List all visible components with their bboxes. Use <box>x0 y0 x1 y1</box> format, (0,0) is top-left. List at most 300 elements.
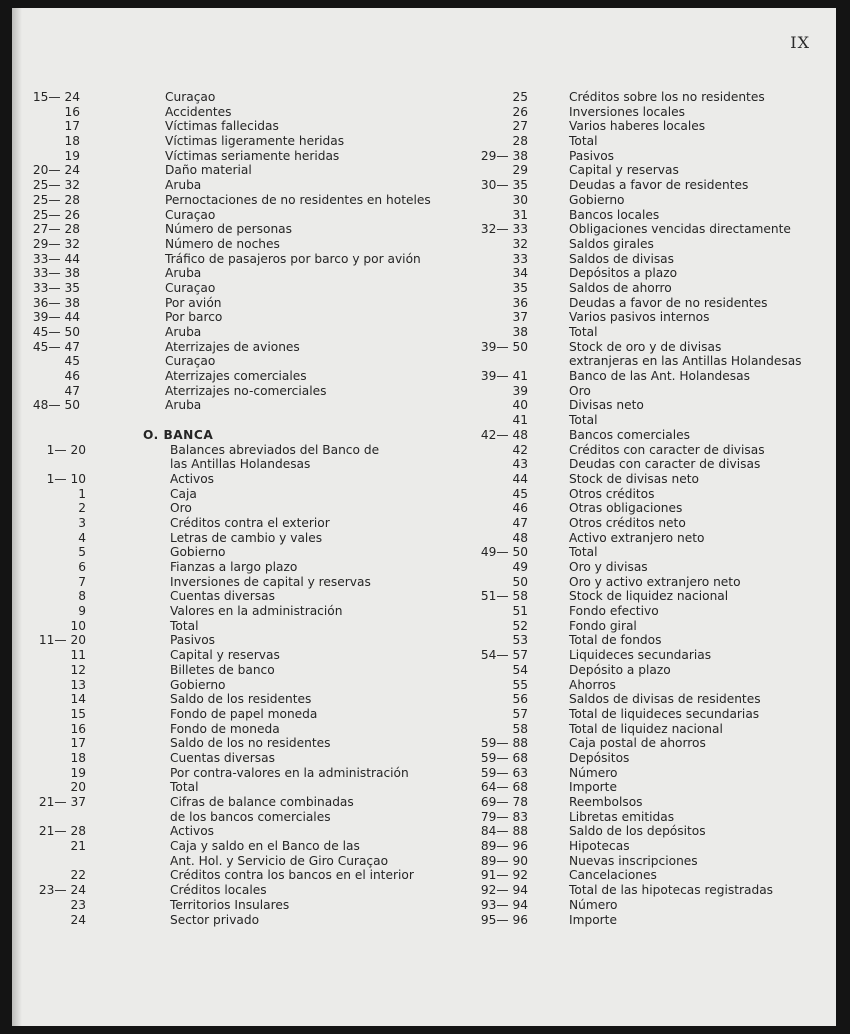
entry-label: Número <box>569 765 618 780</box>
index-entry <box>12 472 432 487</box>
index-entry <box>12 222 432 237</box>
index-entry <box>442 163 832 178</box>
index-entry <box>12 854 432 869</box>
entry-label: Otros créditos neto <box>569 515 686 530</box>
entry-range: 27— 28 <box>32 222 80 237</box>
index-entry <box>12 516 432 531</box>
entry-label: Importe <box>569 780 617 795</box>
entry-range: 21— 28 <box>38 824 86 839</box>
entry-range: 3 <box>78 515 86 530</box>
entry-range: 36 <box>512 295 528 310</box>
entry-range: 24 <box>70 912 86 927</box>
index-entry <box>12 281 432 296</box>
entry-range: 19 <box>64 148 80 163</box>
index-entry <box>442 604 832 619</box>
index-entry <box>442 736 832 751</box>
entry-label: Curaçao <box>165 280 216 295</box>
entry-range: 48— 50 <box>32 398 80 413</box>
entry-range: 89— 90 <box>480 853 528 868</box>
entry-range: 59— 88 <box>480 736 528 751</box>
entry-label: Otras obligaciones <box>569 501 683 516</box>
entry-range: 21 <box>70 839 86 854</box>
index-entry <box>12 810 432 825</box>
entry-range: 29— 38 <box>480 148 528 163</box>
entry-label: Ahorros <box>569 677 616 692</box>
entry-range: 44 <box>512 471 528 486</box>
entry-label: Daño material <box>165 163 252 178</box>
index-entry <box>442 854 832 869</box>
entry-range: 45— 50 <box>32 325 80 339</box>
entry-label: Pasivos <box>170 633 216 648</box>
entry-label: Total <box>569 413 598 428</box>
index-entry <box>442 119 832 134</box>
entry-label: Sector privado <box>170 912 260 927</box>
entry-range: 47 <box>512 515 528 530</box>
entry-range: 45 <box>512 486 528 501</box>
index-entry <box>12 868 432 883</box>
index-entry <box>442 678 832 693</box>
entry-label: Oro <box>170 501 192 516</box>
entry-range: 93— 94 <box>480 897 528 912</box>
entry-range: 30 <box>512 192 528 207</box>
entry-label: Créditos contra el exterior <box>170 515 330 530</box>
entry-label: Fondo de papel moneda <box>170 706 318 721</box>
entry-label: Total <box>569 545 598 560</box>
entry-label: Pasivos <box>569 148 615 163</box>
entry-label: Deudas a favor de residentes <box>569 178 749 193</box>
entry-range: 31 <box>512 207 528 222</box>
entry-range: 33— 35 <box>32 280 80 295</box>
index-entry <box>12 560 432 575</box>
index-entry <box>12 325 432 340</box>
index-entry <box>12 604 432 619</box>
entry-range: 1 <box>78 486 86 501</box>
entry-label: Bancos comerciales <box>569 427 690 442</box>
entry-label: Liquideces secundarias <box>569 648 712 663</box>
index-entry <box>442 619 832 634</box>
entry-label: Total de las hipotecas registradas <box>569 883 774 898</box>
entry-range: 17 <box>70 736 86 751</box>
index-entry <box>12 501 432 516</box>
entry-label: Saldos de divisas <box>569 251 675 266</box>
index-entry <box>442 545 832 560</box>
index-entry <box>12 751 432 766</box>
entry-range: 25 <box>512 90 528 104</box>
index-entry <box>442 707 832 722</box>
entry-range: 33— 38 <box>32 266 80 281</box>
index-entry <box>442 898 832 913</box>
index-entry <box>442 810 832 825</box>
entry-label: Inversiones locales <box>569 104 685 119</box>
index-entry <box>442 428 832 443</box>
entry-range: 15 <box>70 706 86 721</box>
entry-range: 39 <box>512 383 528 398</box>
entry-label: Cuentas diversas <box>170 750 275 765</box>
index-entry <box>12 252 432 267</box>
index-entry <box>12 149 432 164</box>
entry-range: 42— 48 <box>480 427 528 442</box>
index-entry <box>442 766 832 781</box>
entry-range: 29— 32 <box>32 236 80 251</box>
index-entry <box>12 266 432 281</box>
entry-range: 42 <box>512 442 528 457</box>
index-entry <box>442 325 832 340</box>
index-entry <box>12 178 432 193</box>
entry-label: Reembolsos <box>569 795 643 809</box>
index-entry <box>12 913 432 928</box>
entry-range: 25— 28 <box>32 192 80 207</box>
index-entry <box>12 722 432 737</box>
entry-label: Aruba <box>165 266 202 281</box>
entry-label: Total de fondos <box>569 633 662 648</box>
entry-range: 7 <box>78 574 86 589</box>
index-entry <box>12 369 432 384</box>
entry-range: 18 <box>70 750 86 765</box>
entry-label: Hipotecas <box>569 839 630 854</box>
entry-label: Créditos con caracter de divisas <box>569 442 765 457</box>
entry-label: Depósitos <box>569 750 630 765</box>
index-entry <box>12 193 432 208</box>
entry-label: Bancos locales <box>569 207 660 222</box>
index-entry <box>442 178 832 193</box>
entry-range: 45 <box>64 354 80 369</box>
index-entry <box>442 501 832 516</box>
entry-label: Libretas emitidas <box>569 809 675 824</box>
entry-range: 29 <box>512 163 528 178</box>
index-entry <box>12 90 432 105</box>
entry-label: Fondo efectivo <box>569 604 659 619</box>
entry-range: 45— 47 <box>32 339 80 354</box>
index-entry <box>442 516 832 531</box>
entry-range: 58 <box>512 721 528 736</box>
entry-label: Caja <box>170 486 197 501</box>
index-entry <box>12 545 432 560</box>
index-entry <box>12 487 432 502</box>
entry-range: 33— 44 <box>32 251 80 266</box>
entry-label: Activo extranjero neto <box>569 530 705 545</box>
entry-range: 50 <box>512 574 528 589</box>
entry-label: Saldos girales <box>569 236 654 251</box>
entry-range: 32— 33 <box>480 222 528 237</box>
entry-range: 55 <box>512 677 528 692</box>
entry-range: 91— 92 <box>480 868 528 883</box>
entry-label: Saldo de los residentes <box>170 692 312 707</box>
entry-range: 52 <box>512 618 528 633</box>
entry-label: Total <box>569 325 598 339</box>
entry-label: Pernoctaciones de no residentes en hoteles <box>165 192 431 207</box>
index-entry <box>12 898 432 913</box>
entry-label: Nuevas inscripciones <box>569 853 698 868</box>
entry-range: 89— 96 <box>480 839 528 854</box>
index-entry <box>442 398 832 413</box>
entry-label: Depósitos a plazo <box>569 266 678 281</box>
entry-range: 54 <box>512 662 528 677</box>
entry-range: 49 <box>512 560 528 574</box>
entry-range: 39— 50 <box>480 339 528 354</box>
entry-label: Territorios Insulares <box>170 897 290 912</box>
entry-label: Activos <box>170 471 215 486</box>
entry-range: 11 <box>70 648 86 663</box>
index-group-n <box>12 90 432 413</box>
entry-range: 25— 26 <box>32 207 80 222</box>
entry-range: 95— 96 <box>480 912 528 927</box>
entry-label: Gobierno <box>569 192 625 207</box>
index-entry <box>442 310 832 325</box>
entry-range: 9 <box>78 604 86 619</box>
index-entry <box>12 707 432 722</box>
entry-label: Balances abreviados del Banco de <box>170 442 380 457</box>
entry-label: Número de noches <box>165 236 280 251</box>
entry-label: Capital y reservas <box>170 648 280 663</box>
entry-range: 23— 24 <box>38 883 86 898</box>
index-entry <box>442 90 832 105</box>
index-entry <box>12 457 432 472</box>
entry-range: 69— 78 <box>480 795 528 809</box>
entry-range: 46 <box>512 501 528 516</box>
entry-range: 21— 37 <box>38 795 86 809</box>
entry-label: Activos <box>170 824 215 839</box>
entry-label: Otros créditos <box>569 486 655 501</box>
entry-label: Aruba <box>165 398 202 413</box>
index-entry <box>442 208 832 223</box>
index-entry <box>442 913 832 928</box>
entry-range: 92— 94 <box>480 883 528 898</box>
entry-range: 51— 58 <box>480 589 528 604</box>
index-entry <box>12 780 432 795</box>
index-entry <box>12 443 432 458</box>
entry-label: Cifras de balance combinadas <box>170 795 354 809</box>
entry-label: Depósito a plazo <box>569 662 671 677</box>
entry-label: Caja y saldo en el Banco de las <box>170 839 360 854</box>
entry-range: 46 <box>64 369 80 384</box>
index-entry <box>442 237 832 252</box>
index-entry <box>442 413 832 428</box>
entry-range: 33 <box>512 251 528 266</box>
entry-label: Oro y activo extranjero neto <box>569 574 741 589</box>
entry-label: Gobierno <box>170 677 226 692</box>
index-entry <box>12 105 432 120</box>
index-entry <box>442 589 832 604</box>
entry-label: Por avión <box>165 295 222 310</box>
index-entry <box>442 472 832 487</box>
entry-label: Gobierno <box>170 545 226 560</box>
index-entry <box>442 722 832 737</box>
entry-range: 14 <box>70 692 86 707</box>
index-entry <box>442 354 832 369</box>
entry-range: 16 <box>64 104 80 119</box>
index-entry <box>12 163 432 178</box>
entry-range: 51 <box>512 604 528 619</box>
index-entry <box>12 633 432 648</box>
entry-range: 49— 50 <box>480 545 528 560</box>
index-entry <box>12 340 432 355</box>
index-entry <box>442 824 832 839</box>
index-entry <box>442 222 832 237</box>
entry-label: Total de liquidez nacional <box>569 721 723 736</box>
entry-range: 6 <box>78 560 86 574</box>
entry-label: Víctimas fallecidas <box>165 119 279 134</box>
index-entry <box>12 208 432 223</box>
index-entry <box>442 266 832 281</box>
entry-range: 1— 20 <box>46 442 86 457</box>
entry-label: Accidentes <box>165 104 232 119</box>
entry-label: Saldos de ahorro <box>569 280 672 295</box>
entry-range: 36— 38 <box>32 295 80 310</box>
index-entry <box>12 398 432 413</box>
index-entry <box>12 296 432 311</box>
entry-label: Curaçao <box>165 354 216 369</box>
entry-range: 34 <box>512 266 528 281</box>
entry-label: Letras de cambio y vales <box>170 530 323 545</box>
index-entry <box>442 883 832 898</box>
index-entry <box>442 105 832 120</box>
index-entry <box>442 134 832 149</box>
entry-range: 35 <box>512 280 528 295</box>
entry-label: las Antillas Holandesas <box>170 457 311 472</box>
entry-range: 5 <box>78 545 86 560</box>
entry-range: 1— 10 <box>46 471 86 486</box>
index-entry <box>12 766 432 781</box>
entry-range: 19 <box>70 765 86 780</box>
entry-range: 59— 63 <box>480 765 528 780</box>
entry-label: Aruba <box>165 325 202 339</box>
index-entry <box>12 310 432 325</box>
entry-label: Fondo de moneda <box>170 721 280 736</box>
entry-label: Créditos sobre los no residentes <box>569 90 765 104</box>
entry-label: Deudas a favor de no residentes <box>569 295 768 310</box>
entry-label: Saldo de los no residentes <box>170 736 331 751</box>
index-entry <box>442 795 832 810</box>
index-entry <box>442 193 832 208</box>
index-entry <box>442 780 832 795</box>
index-entry <box>442 340 832 355</box>
entry-range: 20 <box>70 780 86 795</box>
entry-range: 16 <box>70 721 86 736</box>
entry-label: Curaçao <box>165 90 216 104</box>
entry-label: Créditos contra los bancos en el interior <box>170 868 414 883</box>
index-entry <box>442 369 832 384</box>
entry-range: 17 <box>64 119 80 134</box>
index-entry <box>442 560 832 575</box>
entry-label: Capital y reservas <box>569 163 679 178</box>
entry-range: 64— 68 <box>480 780 528 795</box>
index-entry <box>442 575 832 590</box>
entry-label: Saldo de los depósitos <box>569 824 706 839</box>
index-entry <box>12 692 432 707</box>
index-entry <box>12 619 432 634</box>
index-entry <box>442 531 832 546</box>
document-page <box>12 8 836 1026</box>
index-entry <box>12 575 432 590</box>
index-entry <box>12 237 432 252</box>
entry-range: 30— 35 <box>480 178 528 193</box>
entry-range: 41 <box>512 413 528 428</box>
index-group-o <box>12 443 432 928</box>
entry-label: Divisas neto <box>569 398 644 413</box>
index-entry <box>442 633 832 648</box>
entry-range: 26 <box>512 104 528 119</box>
entry-label: Oro y divisas <box>569 560 648 574</box>
entry-range: 48 <box>512 530 528 545</box>
entry-label: Número <box>569 897 618 912</box>
entry-range: 25— 32 <box>32 178 80 193</box>
entry-label: Banco de las Ant. Holandesas <box>569 369 750 384</box>
entry-label: Importe <box>569 912 617 927</box>
index-entry <box>12 589 432 604</box>
index-entry <box>12 883 432 898</box>
entry-label: Por contra-valores en la administración <box>170 765 409 780</box>
section-heading: O. BANCA <box>143 427 214 442</box>
entry-label: Inversiones de capital y reservas <box>170 574 371 589</box>
entry-range: 56 <box>512 692 528 707</box>
entry-label: Total <box>170 780 199 795</box>
entry-range: 54— 57 <box>480 648 528 663</box>
index-entry <box>12 795 432 810</box>
entry-range: 47 <box>64 383 80 398</box>
entry-range: 23 <box>70 897 86 912</box>
entry-label: Varios pasivos internos <box>569 310 710 325</box>
entry-range: 18 <box>64 134 80 149</box>
index-entry <box>442 751 832 766</box>
index-entry <box>442 692 832 707</box>
entry-label: Aruba <box>165 178 202 193</box>
entry-label: Caja postal de ahorros <box>569 736 706 751</box>
index-entry <box>12 839 432 854</box>
entry-label: Saldos de divisas de residentes <box>569 692 761 707</box>
entry-label: Stock de divisas neto <box>569 471 699 486</box>
index-entry <box>442 384 832 399</box>
index-entry <box>12 119 432 134</box>
entry-label: Valores en la administración <box>170 604 343 619</box>
index-entry <box>12 824 432 839</box>
entry-label: Deudas con caracter de divisas <box>569 457 761 472</box>
entry-range: 27 <box>512 119 528 134</box>
index-entry <box>442 296 832 311</box>
entry-range: 20— 24 <box>32 163 80 178</box>
right-column <box>442 90 832 927</box>
index-entry <box>442 252 832 267</box>
entry-range: 2 <box>78 501 86 516</box>
index-entry <box>12 663 432 678</box>
index-entry <box>442 149 832 164</box>
entry-range: 53 <box>512 633 528 648</box>
index-entry <box>12 384 432 399</box>
entry-label: Ant. Hol. y Servicio de Giro Curaçao <box>170 853 389 868</box>
entry-range: 13 <box>70 677 86 692</box>
entry-range: 10 <box>70 618 86 633</box>
entry-range: 8 <box>78 589 86 604</box>
entry-label: Stock de liquidez nacional <box>569 589 729 604</box>
entry-label: Número de personas <box>165 222 292 237</box>
entry-label: Fondo giral <box>569 618 637 633</box>
entry-range: 79— 83 <box>480 809 528 824</box>
page-number: IX <box>790 33 810 52</box>
left-column <box>12 90 432 927</box>
entry-label: Stock de oro y de divisas <box>569 339 722 354</box>
index-entry <box>442 648 832 663</box>
index-entry <box>442 839 832 854</box>
entry-range: 37 <box>512 310 528 325</box>
entry-label: extranjeras en las Antillas Holandesas <box>569 354 802 369</box>
entry-range: 4 <box>78 530 86 545</box>
entry-label: Víctimas ligeramente heridas <box>165 134 345 149</box>
entry-label: Obligaciones vencidas directamente <box>569 222 791 237</box>
entry-label: Fianzas a largo plazo <box>170 560 298 574</box>
entry-range: 38 <box>512 325 528 339</box>
entry-label: Cancelaciones <box>569 868 657 883</box>
entry-label: Cuentas diversas <box>170 589 275 604</box>
entry-label: Víctimas seriamente heridas <box>165 148 340 163</box>
